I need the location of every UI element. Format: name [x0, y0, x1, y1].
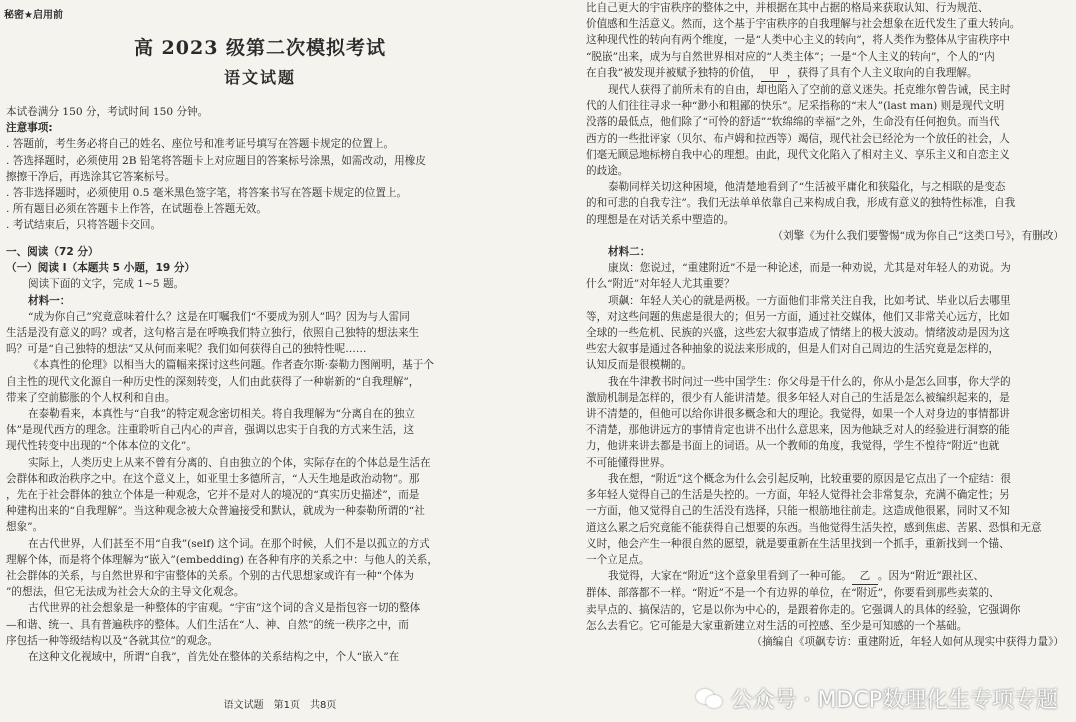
text-line: 种建构出来的“自我理解”。当这种观念被大众普遍接受和默认，就成为一种泰勒所谓的“社 — [6, 505, 425, 518]
text-line: . 答选择题时，必须使用 2B 铅笔将答题卡上对应题目的答案标号涂黑，如需改动，用橡皮 — [6, 154, 426, 167]
wechat-icon — [696, 687, 724, 711]
text-line: 的歧途。 — [586, 165, 629, 178]
text-line: 社会群体的关系，与自然世界和宇宙整体的关系。个别的古代思想家或许有一种“个体为 — [6, 570, 414, 583]
text-line: 多年轻人觉得自己的生活是失控的。一方面，年轻人觉得社会非常复杂，充满不确定性；另 — [586, 489, 1010, 502]
text-line: 理解个体，而是将个体理解为“嵌入”(embedding) 在各种有序的关系之中：与他人的关系， — [6, 553, 438, 566]
text-line: 会群体和政治秩序之中。在这个意义上，如亚里士多德所言，“人天生地是政治动物”。那 — [6, 472, 420, 485]
text-line: 自主性的现代文化源自一种历史性的深刻转变，人们由此获得了一种崭新的“自我理解”， — [6, 375, 420, 388]
text-line: . 考试结束后，只将答题卡交回。 — [6, 219, 162, 232]
text-line: 我在想，“附近”这个概念为什么会引起反响，比较重要的原因是它点出了一个症结：很 — [608, 472, 1011, 485]
text-line: 生活是没有意义的吗？或者，这句格言是在呼唤我们特立独行，依照自己独特的想法来生 — [6, 327, 420, 340]
notes-list — [6, 136, 524, 233]
text-line: 怎么去看它。它可能是大家重新建立对生活的可控感、至少是可知感的一个基础。 — [586, 619, 968, 632]
text-line: “成为你自己”究竟意味着什么？这是在叮嘱我们“不要成为别人”吗？因为与人雷同 — [28, 310, 410, 323]
material1-continued — [586, 0, 1064, 228]
text-line: 在古代世界，人们甚至不用“自我”(self) 这个词。在那个时候，人们不是以孤立的方式 — [28, 537, 430, 550]
material1-title: 材料一： — [28, 294, 71, 307]
text-line: 想象”。 — [6, 521, 44, 534]
text-line: 带来了空前膨胀的个人权利和自由。 — [6, 391, 176, 404]
text-line: 等，对这些问题的焦虑是很大的；但另一方面，通过社交媒体，他们又非常关心远方，比如 — [586, 310, 1010, 323]
text-line: 现代性转变中出现的“个体本位的文化”。 — [6, 440, 197, 453]
answer-blank: 乙 — [852, 568, 878, 585]
exam-info: 本试卷满分 150 分，考试时间 150 分钟。 — [6, 106, 209, 118]
text-line: 什么“附近”对年轻人尤其重要？ — [586, 278, 735, 291]
text-line: 体”是现代西方的理念。注重聆听自己内心的声音，强调以忠实于自我的方式来生活，这 — [6, 424, 414, 437]
text-line: 西方的一些批评家（贝尔、布卢姆和拉西等）竭信，现代社会已经沦为一个放任的社会，人 — [586, 132, 1010, 145]
page-footer: 语文试题 第1页 共8页 — [223, 699, 337, 711]
watermark-text: 公众号 · MDCP数理化生专项专题 — [730, 688, 1058, 713]
text-line: 项飙：年轻人关心的就是两极。一方面他们非常关注自我，比如考试、毕业以后去哪里 — [608, 294, 1011, 307]
text-line: 我在牛津教书时问过一些中国学生：你父母是干什么的，你从小是怎么回事，你大学的 — [608, 375, 1011, 388]
text-line: 激励机制是怎样的，很少有人能讲清楚。很多年轻人对自己的生活是怎么被编织起来的，是 — [586, 391, 1010, 404]
source-1: （刘擎《为什么我们要警惕“成为你自己”这类口号》，有删改） — [772, 229, 1064, 242]
text-line: 《本真性的伦理》以相当大的篇幅来探讨这些问题。作者查尔斯·泰勒力图阐明，基于个 — [28, 359, 434, 372]
text-line: 序包括一种等级结构以及“各就其位”的观念。 — [6, 634, 219, 647]
text-line: “脱嵌”出来，成为与自然世界相对应的“人类主体”；一是“个人主义的转向”，个人的“内 — [586, 50, 995, 63]
text-line: 不可能懂得世界。 — [586, 456, 671, 469]
section-heading: 一、阅读（72 分） — [6, 246, 99, 258]
notes-title: 注意事项: — [6, 122, 53, 135]
text-line: 没落的最低点，他们除了“可怜的舒适”“软绵绵的幸福”之外，生命没有任何抱负。而当代 — [586, 116, 1000, 129]
watermark — [696, 683, 1058, 714]
text-line: ”的想法，但它无法成为社会大众的主导文化观念。 — [6, 586, 245, 599]
text-line: 讲不清楚的，但他可以给你讲很多概念和大的理论。我觉得，如果一个人对身边的事情都讲 — [586, 408, 1010, 421]
material2-title: 材料二： — [608, 246, 651, 259]
text-line: 泰勒同样关切这种困境，他清楚地看到了“生活被平庸化和狭隘化，与之相联的是变态 — [608, 181, 1006, 194]
text-line: 在泰勒看来，本真性与“自我”的特定观念密切相关。将自我理解为“分离自在的独立 — [28, 408, 416, 421]
text-line: 现代人获得了前所未有的自由，却也陷入了空前的意义迷失。托克维尔曾告诫，民主时 — [608, 84, 1011, 97]
answer-blank: 甲 — [761, 65, 787, 82]
exam-subtitle: 语文试题 — [223, 68, 296, 87]
source-2: （摘编自《项飙专访：重建附近，年轻人如何从现实中获得力量》） — [751, 635, 1064, 648]
text-line: 群体、部落都不一样。“附近”不是一个有边界的单位，在“附近”，你要看到那些卖菜的、 — [586, 587, 1000, 600]
text-line: 吗？可是“自己独特的想法”又从何而来呢？我们如何获得自己的独特性呢…… — [6, 343, 367, 356]
text-line: ，先在于社会群体的独立个体是一种观念，它并不是对人的境况的“真实历史描述”，而是 — [6, 489, 420, 502]
text-line: 们毫无顾忌地标榜自我中心的理想。由此，现代文化陷入了相对主义、享乐主义和自恋主义 — [586, 148, 1010, 161]
text-line: 卖早点的、搞保洁的，它是以你为中心的，是跟着你走的。它强调人的具体的经验，它强调你 — [586, 603, 1021, 616]
text-line: 道这么累之后究竟能不能获得自己想要的东西。当他觉得生活失控，感到焦虑、苦累、恐惧和无意 — [586, 521, 1042, 534]
material1-text — [6, 309, 524, 665]
text-line: 我觉得，大家在“附近”这个意象里看到了一种可能。 乙 。因为“附近”跟社区、 — [586, 568, 1064, 585]
text-line: . 所有题目必须在答题卡上作答，在试题卷上答题无效。 — [6, 203, 267, 216]
text-line: 认知反而是很模糊的。 — [586, 359, 692, 372]
material2-text — [586, 260, 1064, 634]
text-line: 古代世界的社会想象是一种整体的宇宙观。“宇宙”这个词的含义是指包容一切的整体 — [28, 602, 421, 615]
text-line: 的和可悲的自我专注”。我们无法单单依靠自己来构成自我，形成有意义的独特性标准，自我 — [586, 197, 1016, 210]
text-line: 在自我”被发现并被赋予独特的价值， 甲 ，获得了具有个人主义取向的自我理解。 — [586, 65, 1064, 82]
text-line: 义时，他会产生一种很自然的愿望，就是要重新在生活里找到一个抓手，重新找到一个锚、 — [586, 537, 1010, 550]
text-line: 代的人们往往寻求一种“渺小和粗鄙的快乐”。尼采指称的“末人”(last man) 则是现代文明 — [586, 100, 1005, 113]
text-line: 力，他讲来讲去都是书面上的词语。从一个教师的角度，我觉得，学生不惶待“附近”也就 — [586, 440, 1000, 453]
text-line: 一个立足点。 — [586, 553, 650, 566]
text-line: 擦擦干净后，再选涂其它答案标号。 — [6, 170, 176, 183]
text-line: 价值感和生活意义。然而，这个基于宇宙秩序的自我理解与社会想象在近代发生了重大转向。 — [586, 18, 1021, 31]
text-line: 不清楚，那他讲远方的事情肯定也讲不出什么意思来，因为他缺乏对人的经验进行洞察的能 — [586, 424, 1010, 437]
text-line: 实际上，人类历史上从来不曾有分离的、自由独立的个体，实际存在的个体总是生活在 — [28, 456, 431, 469]
exam-notes — [6, 104, 524, 234]
text-line: 一方面，他又觉得自己的生活没有选择，只能一根筋地往前走。这造成他很累，同时又不知 — [586, 505, 1010, 518]
subsection-heading: （一）阅读 I（本题共 5 小题，19 分） — [6, 262, 196, 275]
text-line: . 答题前，考生务必将自己的姓名、座位号和准考证号填写在答题卡规定的位置上。 — [6, 138, 395, 151]
exam-title: 高 2023 级第二次模拟考试 — [133, 37, 387, 59]
reading-section — [6, 244, 524, 665]
text-line: . 答非选择题时，必须使用 0.5 毫米黑色签字笔，将答案书写在答题卡规定的位置上。 — [6, 187, 408, 200]
text-line: 些宏大叙事是通过各种抽象的说法来形成的，但是人们对自己周边的生活究竟是怎样的， — [586, 343, 1000, 356]
text-line: 比自己更大的宇宙秩序的整体之中，并根据在其中占据的格局来获取认知、行为规范、 — [586, 2, 989, 14]
text-line: 康岚：您说过，“重建附近”不是一种论述，而是一种劝说，尤其是对年轻人的劝说。为 — [608, 262, 1011, 275]
instruction: 阅读下面的文字，完成 1~5 题。 — [28, 278, 185, 291]
text-line: 的理想是在对话关系中塑造的。 — [586, 213, 735, 226]
text-line: 全球的一些危机、民族的兴盛，这些宏大叙事造成了情绪上的极大波动。情绪波动是因为这 — [586, 327, 1010, 340]
text-line: 在这种文化视域中，所谓“自我”，首先处在整体的关系结构之中，个人“嵌入”在 — [28, 651, 400, 664]
right-page — [586, 0, 1076, 722]
text-line: —和谐、统一、具有普遍秩序的整体。人们生活在“人、神、自然”的统一秩序之中，而 — [6, 618, 409, 631]
secret-mark: 秘密★启用前 — [4, 10, 63, 21]
left-page — [0, 0, 530, 722]
text-line: 这种现代性的转向有两个维度，一是“人类中心主义的转向”，将人类作为整体从宇宙秩序中 — [586, 34, 1010, 47]
